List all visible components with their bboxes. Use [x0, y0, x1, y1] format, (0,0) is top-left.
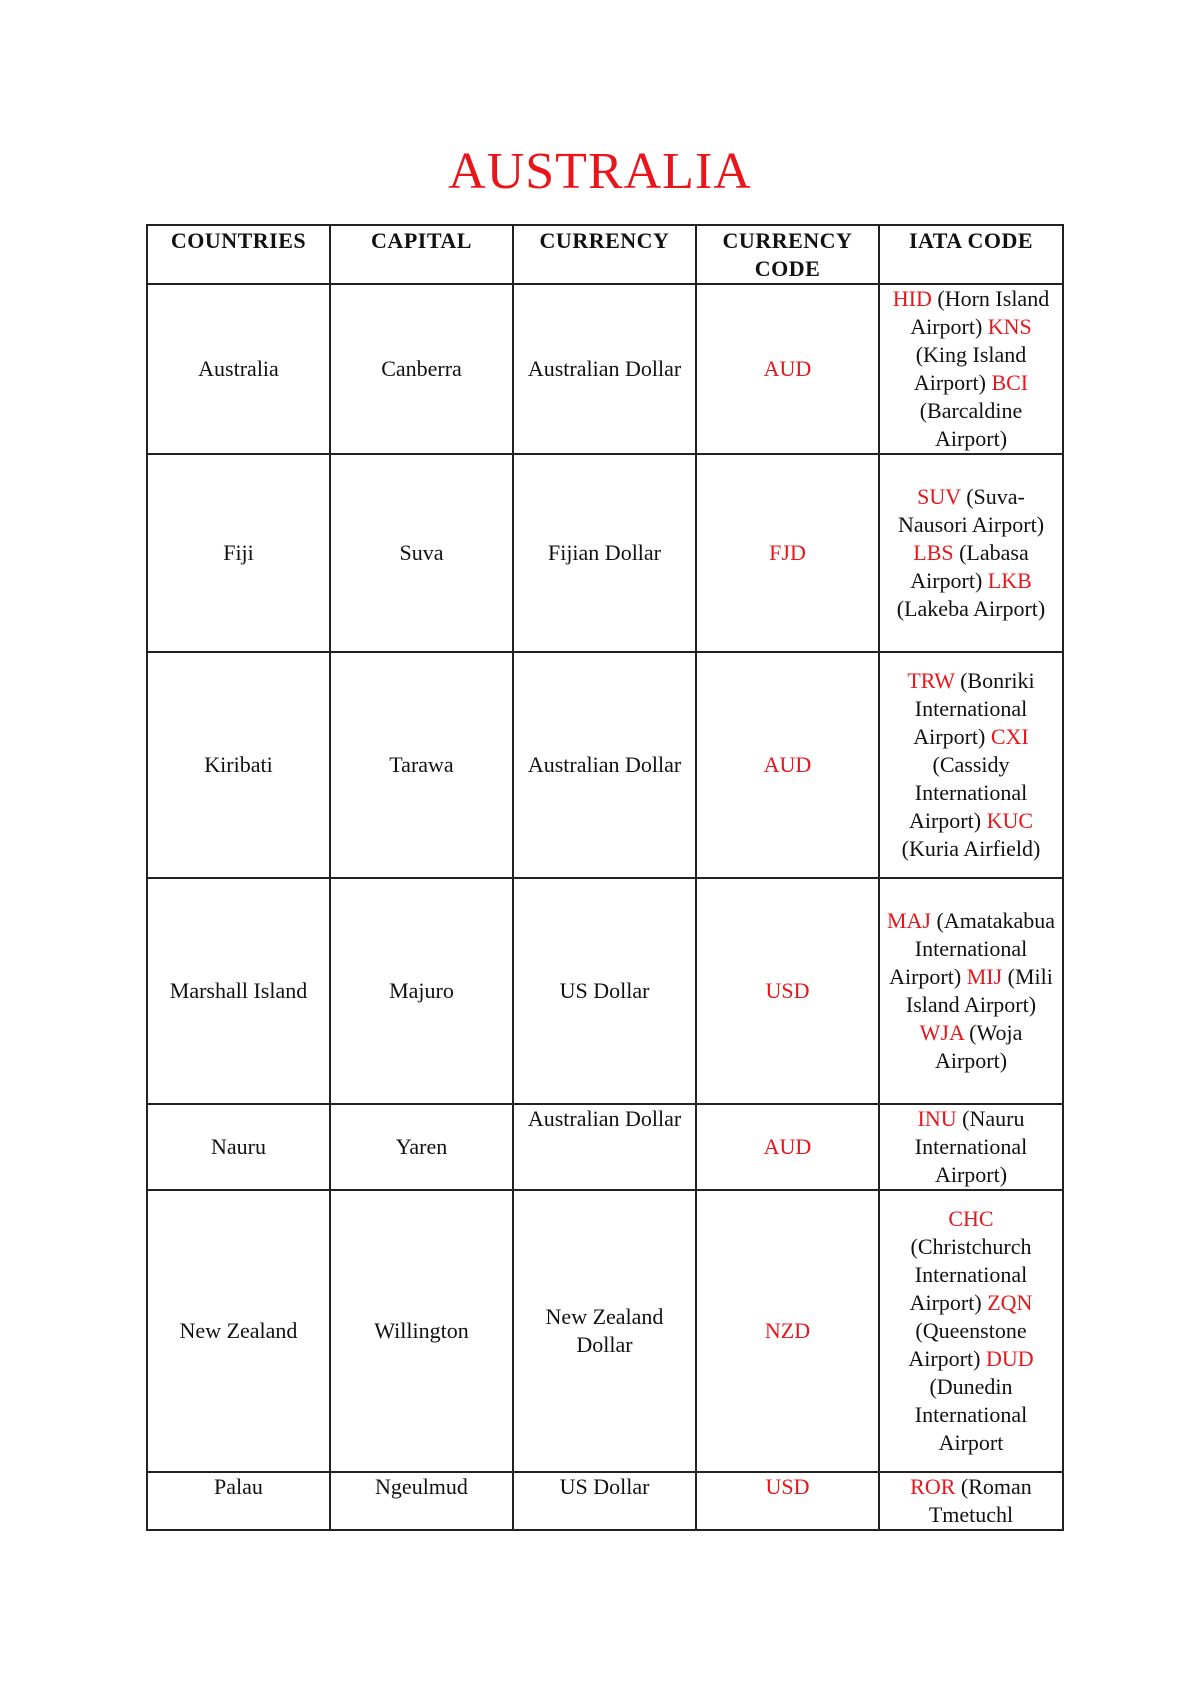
currency-cell: Australian Dollar [513, 284, 696, 454]
table-row [147, 284, 1063, 454]
iata-cell [879, 1190, 1063, 1472]
header-countries: COUNTRIES [147, 225, 330, 284]
table-row [147, 878, 1063, 1104]
iata-code: LKB [987, 568, 1032, 593]
airport-name: (Dunedin International Airport [914, 1374, 1028, 1455]
iata-code: CXI [990, 724, 1029, 749]
iata-code: HID [892, 286, 932, 311]
header-row [147, 225, 1063, 284]
table-row [147, 1104, 1063, 1190]
currency-cell: US Dollar [513, 878, 696, 1104]
header-currency: CURRENCY [513, 225, 696, 284]
airport-name: (Horn Island Airport) [910, 286, 1050, 339]
iata-cell [879, 1104, 1063, 1190]
iata-code: DUD [985, 1346, 1034, 1371]
iata-cell [879, 284, 1063, 454]
currency-cell: US Dollar [513, 1472, 696, 1530]
country-cell: Marshall Island [147, 878, 330, 1104]
capital-cell: Yaren [330, 1104, 513, 1190]
iata-code: KNS [987, 314, 1032, 339]
country-table [146, 224, 1064, 1531]
country-cell: Australia [147, 284, 330, 454]
iata-code: LBS [913, 540, 954, 565]
iata-code: MAJ [886, 908, 931, 933]
airport-name: (Mili Island Airport) [905, 964, 1053, 1017]
currency-code-cell: USD [696, 878, 879, 1104]
country-cell: Kiribati [147, 652, 330, 878]
iata-code: ZQN [987, 1290, 1033, 1315]
iata-code: CHC [948, 1206, 994, 1231]
airport-name: (King Island Airport) [913, 342, 1027, 395]
header-iata-code: IATA CODE [879, 225, 1063, 284]
iata-cell [879, 652, 1063, 878]
table-row [147, 454, 1063, 652]
capital-cell: Majuro [330, 878, 513, 1104]
table-row [147, 652, 1063, 878]
airport-name: (Labasa Airport) [910, 540, 1029, 593]
currency-code-cell: USD [696, 1472, 879, 1530]
capital-cell: Willington [330, 1190, 513, 1472]
country-cell: Palau [147, 1472, 330, 1530]
iata-cell [879, 454, 1063, 652]
airport-name: (Roman Tmetuchl [928, 1474, 1032, 1527]
capital-cell: Canberra [330, 284, 513, 454]
country-cell: Fiji [147, 454, 330, 652]
airport-name: (Kuria Airfield) [901, 836, 1041, 861]
country-cell: New Zealand [147, 1190, 330, 1472]
capital-cell: Tarawa [330, 652, 513, 878]
currency-cell: Australian Dollar [513, 652, 696, 878]
airport-name: (Suva-Nausori Airport) [897, 484, 1045, 537]
currency-cell: New Zealand Dollar [513, 1190, 696, 1472]
header-currency-code: CURRENCY CODE [696, 225, 879, 284]
currency-cell: Fijian Dollar [513, 454, 696, 652]
iata-code: WJA [919, 1020, 964, 1045]
airport-name: (Woja Airport) [934, 1020, 1023, 1073]
airport-name: (Barcaldine Airport) [919, 398, 1023, 451]
currency-cell: Australian Dollar [513, 1104, 696, 1190]
country-cell: Nauru [147, 1104, 330, 1190]
currency-code-cell: NZD [696, 1190, 879, 1472]
iata-code: ROR [910, 1474, 956, 1499]
currency-code-cell: AUD [696, 652, 879, 878]
iata-code: KUC [986, 808, 1034, 833]
iata-cell [879, 878, 1063, 1104]
iata-code: SUV [917, 484, 961, 509]
airport-name: (Christchurch International Airport) [909, 1234, 1032, 1315]
iata-cell [879, 1472, 1063, 1530]
airport-name: (Queenstone Airport) [908, 1318, 1027, 1371]
currency-code-cell: AUD [696, 284, 879, 454]
capital-cell: Ngeulmud [330, 1472, 513, 1530]
iata-code: TRW [907, 668, 955, 693]
header-capital: CAPITAL [330, 225, 513, 284]
table-row [147, 1190, 1063, 1472]
airport-name: (Bonriki International Airport) [913, 668, 1035, 749]
currency-code-cell: AUD [696, 1104, 879, 1190]
iata-code: INU [917, 1106, 957, 1131]
page-title: AUSTRALIA [448, 143, 752, 200]
iata-code: BCI [991, 370, 1029, 395]
airport-name: (Amatakabua International Airport) [889, 908, 1055, 989]
airport-name: (Cassidy International Airport) [908, 752, 1028, 833]
airport-name: (Nauru International Airport) [914, 1106, 1028, 1187]
currency-code-cell: FJD [696, 454, 879, 652]
table-row [147, 1472, 1063, 1530]
capital-cell: Suva [330, 454, 513, 652]
airport-name: (Lakeba Airport) [896, 596, 1046, 621]
iata-code: MIJ [966, 964, 1003, 989]
